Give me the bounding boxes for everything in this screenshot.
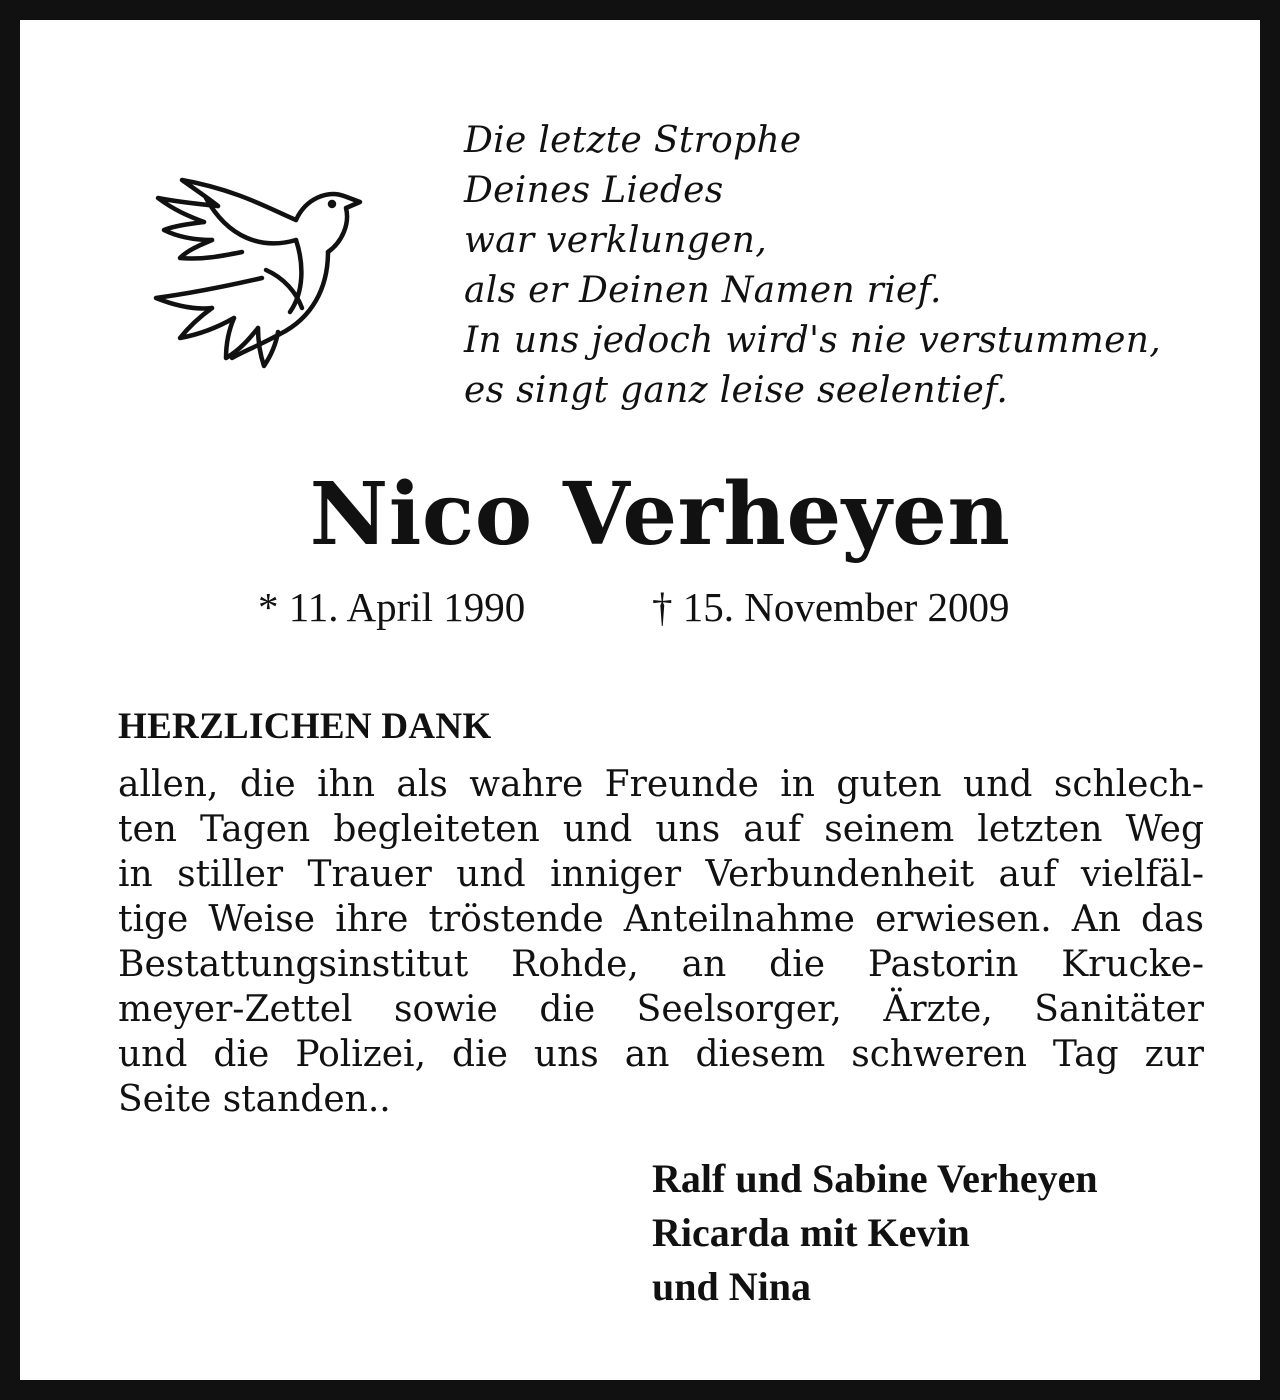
- poem-line: es singt ganz leise seelentief.: [464, 370, 1009, 411]
- thanks-line: Seite standen..: [118, 1079, 391, 1120]
- thanks-line: tige Weise ihre tröstende Anteilnahme erwiesen. An das: [118, 899, 1204, 940]
- life-dates: [20, 582, 1280, 632]
- thanks-line: allen, die ihn als wahre Freunde in guten und schlech-: [118, 764, 1204, 805]
- thanks-line: und die Polizei, die uns an diesem schweren Tag zur: [118, 1034, 1204, 1075]
- poem-line: Deines Liedes: [464, 170, 724, 211]
- thanks-line: Bestattungsinstitut Rohde, an die Pastorin Krucke-: [118, 944, 1204, 985]
- poem-line: Die letzte Strophe: [464, 120, 802, 161]
- death-date: † 15. November 2009: [652, 584, 1010, 630]
- thanks-line: meyer-Zettel sowie die Seelsorger, Ärzte, Sanitäter: [118, 989, 1204, 1030]
- deceased-name: Nico Verheyen: [309, 464, 1011, 565]
- signature-line: und Nina: [652, 1264, 811, 1309]
- poem-line: als er Deinen Namen rief.: [464, 270, 942, 311]
- birth-date: * 11. April 1990: [258, 584, 526, 630]
- poem: [464, 116, 1244, 416]
- signature-line: Ricarda mit Kevin: [652, 1210, 970, 1255]
- poem-line: In uns jedoch wird's nie verstummen,: [464, 320, 1161, 361]
- thanks-line: ten Tagen begleiteten und uns auf seinem letzten Weg: [118, 809, 1204, 850]
- thanks-line: in stiller Trauer und inniger Verbundenheit auf vielfäl-: [118, 854, 1204, 895]
- signature: [652, 1152, 1098, 1314]
- poem-line: war verklungen,: [464, 220, 767, 261]
- thanks-text: [118, 762, 1204, 1122]
- signature-line: Ralf und Sabine Verheyen: [652, 1156, 1098, 1201]
- thanks-heading: HERZLICHEN DANK: [118, 706, 492, 747]
- dove-icon: [146, 168, 366, 373]
